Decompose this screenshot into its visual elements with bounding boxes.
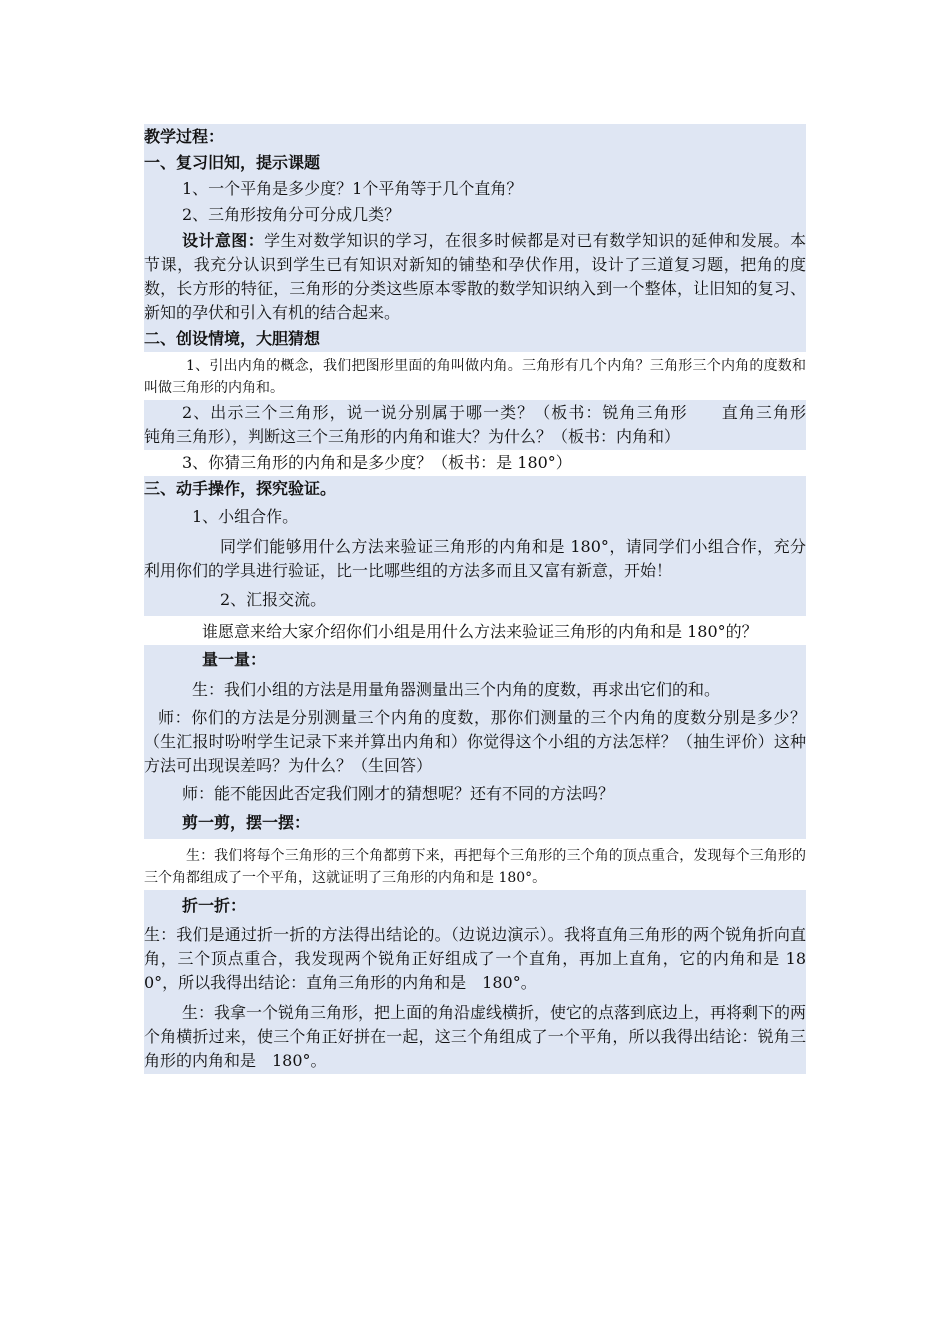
method-2-label: 剪一剪，摆一摆： (144, 807, 806, 839)
document-body (144, 124, 839, 1074)
design-intent-label: 设计意图： (182, 231, 265, 250)
method-1-para-1: 生：我们小组的方法是用量角器测量出三个内角的度数，再求出它们的和。 (144, 675, 806, 703)
method-1-para-2: 师：你们的方法是分别测量三个内角的度数，那你们测量的三个内角的度数分别是多少？（生汇报时吩咐学生记录下来并算出内角和）你觉得这个小组的方法怎样？（抽生评价）这种方法可出现误差吗？为什么？（生回答） (144, 703, 806, 779)
method-3-para-1: 生：我们是通过折一折的方法得出结论的。（边说边演示）。我将直角三角形的两个锐角折向直角，三个顶点重合，我发现两个锐角正好组成了一个直角，再加上直角，它的内角和是 180°，所以我得出结论：直角三角形的内角和是 180°。 (144, 922, 806, 996)
section-3-para-4: 谁愿意来给大家介绍你们小组是用什么方法来验证三角形的内角和是 180°的？ (202, 622, 758, 641)
design-intent (144, 228, 806, 326)
method-2-para-1: 生：我们将每个三角形的三个角都剪下来，再把每个三角形的三个角的顶点重合，发现每个三角形的三个角都组成了一个平角，这就证明了三角形的内角和是 180°。 (144, 848, 806, 886)
section-2-para-1: 1、引出内角的概念，我们把图形里面的角叫做内角。三角形有几个内角？三角形三个内角的度数和叫做三角形的内角和。 (144, 358, 806, 396)
section-2-para-3: 3、你猜三角形的内角和是多少度？（板书：是 180°） (182, 453, 572, 472)
section-3-heading: 三、动手操作，探究验证。 (144, 476, 806, 502)
section-2-para-2: 2、出示三个三角形，说一说分别属于哪一类？（板书：锐角三角形 直角三角形 钝角三角形），判断这三个三角形的内角和谁大？为什么？（板书：内角和） (144, 400, 806, 450)
method-3-label: 折一折： (144, 890, 806, 922)
review-question-2: 2、三角形按角分可分成几类？ (144, 202, 806, 228)
method-3-para-2: 生：我拿一个锐角三角形，把上面的角沿虚线横折，使它的点落到底边上，再将剩下的两个角横折过来，使三个角正好拼在一起，这三个角组成了一个平角，所以我得出结论：锐角三角形的内角和是 180°。 (144, 996, 806, 1074)
section-3-para-2: 同学们能够用什么方法来验证三角形的内角和是 180°，请同学们小组合作，充分利用你们的学具进行验证，比一比哪些组的方法多而且又富有新意，开始！ (144, 532, 806, 584)
doc-title: 教学过程： (144, 124, 806, 150)
method-1-label: 量一量： (144, 645, 806, 675)
design-intent-text: 学生对数学知识的学习，在很多时候都是对已有数学知识的延伸和发展。本节课，我充分认识到学生已有知识对新知的铺垫和孕伏作用，设计了三道复习题，把角的度数，长方形的特征，三角形的分类这些原本零散的数学知识纳入到一个整体，让旧知的复习、新知的孕伏和引入有机的结合起来。 (144, 231, 806, 322)
review-question-1: 1、一个平角是多少度？1个平角等于几个直角？ (144, 176, 806, 202)
section-2-heading: 二、创设情境，大胆猜想 (144, 326, 806, 352)
section-3-para-3: 2、汇报交流。 (144, 584, 806, 616)
section-1-heading: 一、复习旧知，提示课题 (144, 150, 806, 176)
section-3-para-1: 1、小组合作。 (144, 502, 806, 532)
method-1-para-3: 师：能不能因此否定我们刚才的猜想呢？还有不同的方法吗？ (144, 779, 806, 807)
